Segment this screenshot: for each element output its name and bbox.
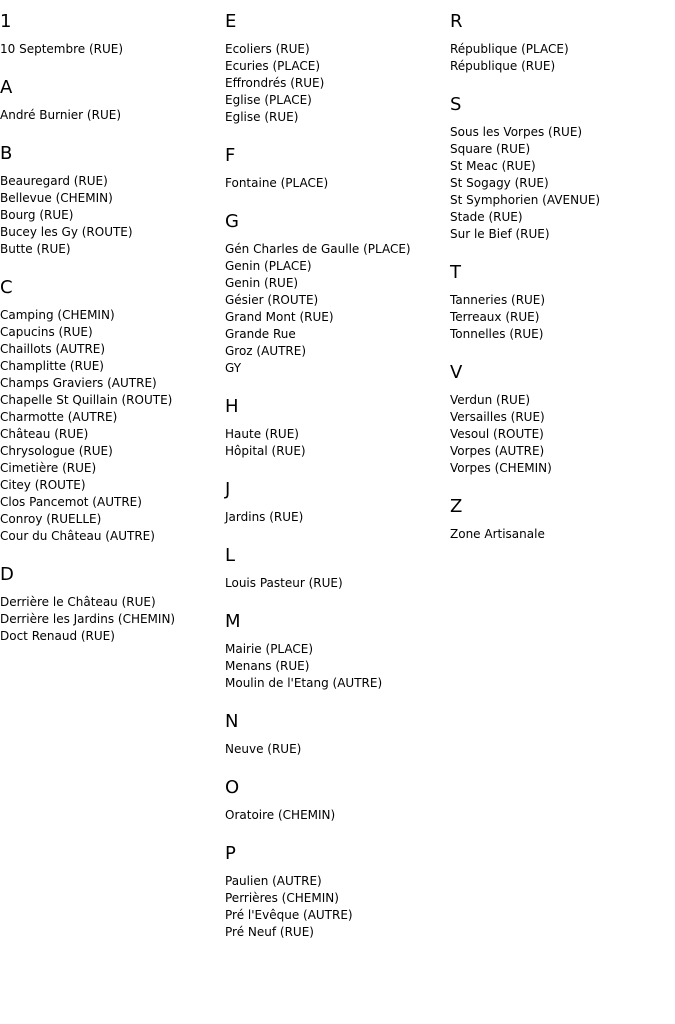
street-list-item[interactable]: Derrière les Jardins (CHEMIN) [0, 612, 176, 626]
street-list-item[interactable]: Pré Neuf (RUE) [225, 925, 314, 939]
street-list-item[interactable]: Champs Graviers (AUTRE) [0, 376, 157, 390]
section-letter-heading: R [450, 11, 463, 32]
letter-section [450, 362, 675, 477]
section-letter-heading: O [225, 777, 240, 798]
section-letter-heading: T [450, 262, 461, 283]
street-list-item[interactable]: Ecuries (PLACE) [225, 59, 321, 73]
letter-section [450, 262, 675, 343]
street-list [0, 107, 225, 124]
letter-section [225, 479, 450, 526]
street-list-item[interactable]: République (PLACE) [450, 42, 569, 56]
street-list [450, 41, 675, 75]
section-letter-heading: H [225, 396, 239, 417]
index-column [450, 0, 675, 543]
street-list-item[interactable]: Doct Renaud (RUE) [0, 629, 115, 643]
street-list [225, 575, 450, 592]
letter-section [450, 94, 675, 243]
street-list-item[interactable]: Bucey les Gy (ROUTE) [0, 225, 133, 239]
section-letter-heading: G [225, 211, 239, 232]
section-letter-heading: 1 [0, 11, 12, 32]
letter-section [225, 11, 450, 126]
street-list [450, 526, 675, 543]
street-list-item[interactable]: Mairie (PLACE) [225, 642, 314, 656]
street-list [0, 307, 225, 545]
street-list-item[interactable]: Grand Mont (RUE) [225, 310, 334, 324]
street-list-item[interactable]: Gén Charles de Gaulle (PLACE) [225, 242, 411, 256]
section-letter-heading: E [225, 11, 237, 32]
letter-section [225, 211, 450, 377]
street-list-item[interactable]: Zone Artisanale [450, 527, 545, 541]
street-list-item[interactable]: Bourg (RUE) [0, 208, 74, 222]
street-list-item[interactable]: Versailles (RUE) [450, 410, 545, 424]
street-list-item[interactable]: St Sogagy (RUE) [450, 176, 549, 190]
street-list-item[interactable]: Eglise (PLACE) [225, 93, 312, 107]
street-list-item[interactable]: Groz (AUTRE) [225, 344, 307, 358]
letter-section [0, 11, 225, 58]
letter-section [225, 396, 450, 460]
street-list-item[interactable]: Cimetière (RUE) [0, 461, 97, 475]
street-list [0, 173, 225, 258]
street-list-item[interactable]: Château (RUE) [0, 427, 89, 441]
street-list-item[interactable]: Terreaux (RUE) [450, 310, 540, 324]
street-list-item[interactable]: Cour du Château (AUTRE) [0, 529, 155, 543]
street-list-item[interactable]: Ecoliers (RUE) [225, 42, 310, 56]
street-list-item[interactable]: Conroy (RUELLE) [0, 512, 102, 526]
street-list-item[interactable]: André Burnier (RUE) [0, 108, 121, 122]
street-list-item[interactable]: Menans (RUE) [225, 659, 310, 673]
street-list-item[interactable]: Derrière le Château (RUE) [0, 595, 156, 609]
section-letter-heading: C [0, 277, 13, 298]
street-list [225, 41, 450, 126]
street-list-item[interactable]: Champlitte (RUE) [0, 359, 104, 373]
street-list-item[interactable]: Jardins (RUE) [225, 510, 304, 524]
street-list [225, 807, 450, 824]
street-list-item[interactable]: Perrières (CHEMIN) [225, 891, 339, 905]
letter-section [0, 564, 225, 645]
street-list-item[interactable]: Clos Pancemot (AUTRE) [0, 495, 142, 509]
street-list-item[interactable]: Oratoire (CHEMIN) [225, 808, 336, 822]
section-letter-heading: P [225, 843, 236, 864]
street-list-item[interactable]: Eglise (RUE) [225, 110, 299, 124]
street-list-item[interactable]: Chapelle St Quillain (ROUTE) [0, 393, 173, 407]
street-list [225, 509, 450, 526]
letter-section [450, 11, 675, 75]
street-list [225, 741, 450, 758]
section-letter-heading: Z [450, 496, 463, 517]
street-list-item[interactable]: Charmotte (AUTRE) [0, 410, 118, 424]
street-list-item[interactable]: Effrondrés (RUE) [225, 76, 325, 90]
section-letter-heading: V [450, 362, 463, 383]
letter-section [225, 843, 450, 941]
street-list-item[interactable]: Verdun (RUE) [450, 393, 531, 407]
street-list-item[interactable]: Citey (ROUTE) [0, 478, 86, 492]
street-list-item[interactable]: Louis Pasteur (RUE) [225, 576, 343, 590]
letter-section [450, 496, 675, 543]
street-list [0, 594, 225, 645]
street-list-item[interactable]: Vorpes (CHEMIN) [450, 461, 552, 475]
section-letter-heading: J [225, 479, 231, 500]
street-list-item[interactable]: Tanneries (RUE) [450, 293, 546, 307]
section-letter-heading: D [0, 564, 14, 585]
street-list-item[interactable]: Sous les Vorpes (RUE) [450, 125, 583, 139]
street-list-item[interactable]: Sur le Bief (RUE) [450, 227, 550, 241]
street-list-item[interactable]: République (RUE) [450, 59, 556, 73]
street-list-item[interactable]: Pré l'Evêque (AUTRE) [225, 908, 353, 922]
section-letter-heading: S [450, 94, 462, 115]
section-letter-heading: A [0, 77, 13, 98]
street-list-item[interactable]: St Meac (RUE) [450, 159, 536, 173]
street-list-item[interactable]: Neuve (RUE) [225, 742, 302, 756]
street-list [450, 392, 675, 477]
letter-section [225, 545, 450, 592]
street-list-item[interactable]: Bellevue (CHEMIN) [0, 191, 113, 205]
street-list-item[interactable]: Camping (CHEMIN) [0, 308, 115, 322]
letter-section [225, 711, 450, 758]
letter-section [225, 145, 450, 192]
street-list-item[interactable]: Beauregard (RUE) [0, 174, 108, 188]
street-list-item[interactable]: Chaillots (AUTRE) [0, 342, 106, 356]
street-list-item[interactable]: GY [225, 361, 242, 375]
street-list-item[interactable]: Square (RUE) [450, 142, 531, 156]
street-list-item[interactable]: Chrysologue (RUE) [0, 444, 113, 458]
street-list-item[interactable]: Moulin de l'Etang (AUTRE) [225, 676, 383, 690]
street-list-item[interactable]: Paulien (AUTRE) [225, 874, 322, 888]
street-list [0, 41, 225, 58]
street-list [225, 426, 450, 460]
street-list-item[interactable]: Hôpital (RUE) [225, 444, 306, 458]
street-list-item[interactable]: Tonnelles (RUE) [450, 327, 544, 341]
section-letter-heading: F [225, 145, 236, 166]
index-column [225, 0, 450, 941]
section-letter-heading: M [225, 611, 241, 632]
street-list [225, 641, 450, 692]
section-letter-heading: L [225, 545, 236, 566]
section-letter-heading: B [0, 143, 13, 164]
street-list-item[interactable]: Stade (RUE) [450, 210, 523, 224]
street-list-item[interactable]: Fontaine (PLACE) [225, 176, 329, 190]
section-letter-heading: N [225, 711, 239, 732]
letter-section [225, 777, 450, 824]
street-list-item[interactable]: Genin (PLACE) [225, 259, 312, 273]
street-list [450, 292, 675, 343]
street-list-item[interactable]: Gésier (ROUTE) [225, 293, 319, 307]
street-list-item[interactable]: Vesoul (ROUTE) [450, 427, 544, 441]
street-list-item[interactable]: Genin (RUE) [225, 276, 299, 290]
street-list-item[interactable]: 10 Septembre (RUE) [0, 42, 124, 56]
street-list [225, 241, 450, 377]
street-list-item[interactable]: Haute (RUE) [225, 427, 299, 441]
street-list-item[interactable]: Vorpes (AUTRE) [450, 444, 545, 458]
letter-section [0, 143, 225, 258]
street-list-item[interactable]: Grande Rue [225, 327, 296, 341]
index-column [0, 0, 225, 645]
street-list-item[interactable]: Capucins (RUE) [0, 325, 93, 339]
street-list-item[interactable]: St Symphorien (AVENUE) [450, 193, 601, 207]
street-list [225, 873, 450, 941]
letter-section [225, 611, 450, 692]
letter-section [0, 77, 225, 124]
street-list [225, 175, 450, 192]
street-list [450, 124, 675, 243]
letter-section [0, 277, 225, 545]
street-list-item[interactable]: Butte (RUE) [0, 242, 71, 256]
